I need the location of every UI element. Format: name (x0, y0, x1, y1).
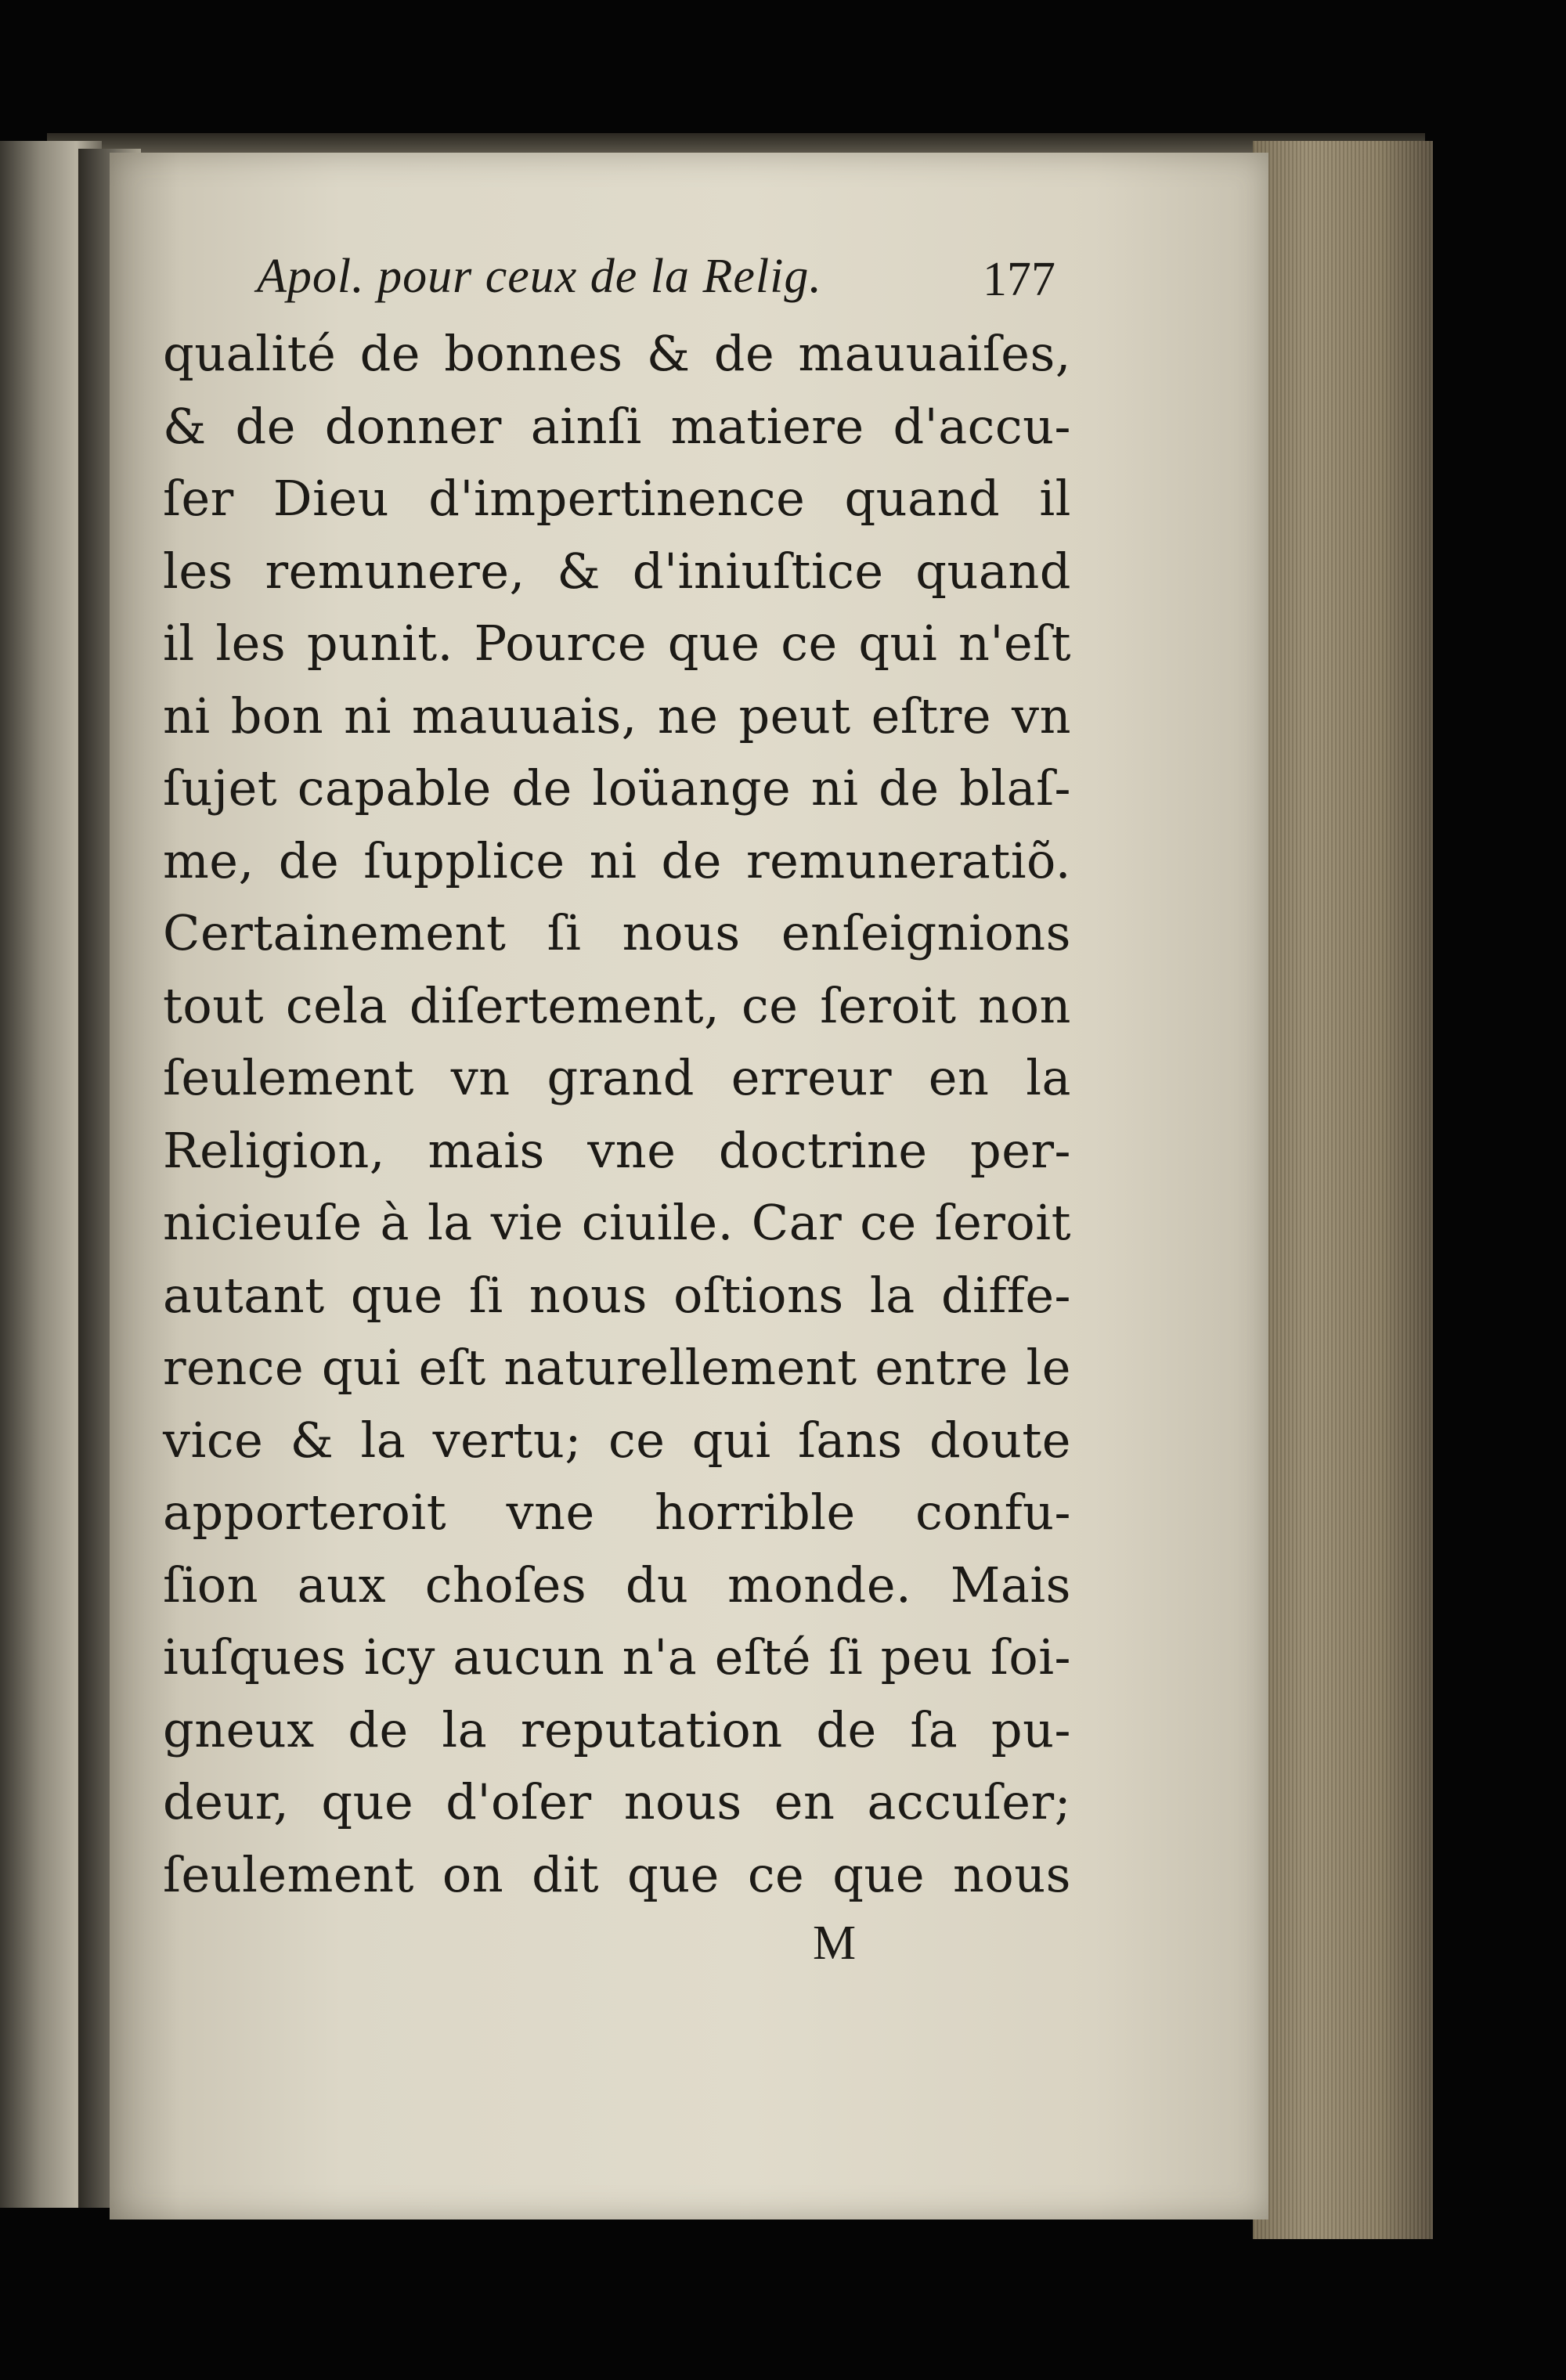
text-line: gneux de la reputation de ſa pu- (163, 1700, 1071, 1758)
text-line: ſeulement on dit que ce que nous (163, 1845, 1071, 1903)
text-line: ſujet capable de loüange ni de blaſ- (163, 759, 1071, 817)
page-number: 177 (983, 253, 1055, 306)
catchword-row (163, 1911, 1071, 1982)
text-line: qualité de bonnes & de mauuaiſes, (163, 325, 1071, 382)
text-block (163, 249, 1071, 1982)
body-text (163, 318, 1071, 1911)
text-line: me, de ſupplice ni de remuneratiõ. (163, 831, 1071, 889)
text-line: Certainement ſi nous enſeignions (163, 904, 1071, 961)
text-line: deur, que d'oſer nous en accuſer; (163, 1773, 1071, 1830)
text-line: ſeulement vn grand erreur en la (163, 1049, 1071, 1106)
text-line: ſion aux choſes du monde. Mais (163, 1556, 1071, 1614)
text-line: il les punit. Pource que ce qui n'eſt (163, 615, 1071, 672)
text-line: autant que ſi nous oſtions la diffe- (163, 1266, 1071, 1324)
page-block-fore-edge (1253, 141, 1433, 2239)
text-line: & de donner ainſi matiere d'accu- (163, 397, 1071, 455)
text-line: ſer Dieu d'impertinence quand il (163, 470, 1071, 527)
running-head: Apol. pour ceux de la Relig. (257, 250, 822, 303)
text-line: iuſques icy aucun n'a eſté ſi peu ſoi- (163, 1628, 1071, 1686)
text-line: vice & la vertu; ce qui ſans doute (163, 1411, 1071, 1469)
text-line: nicieuſe à la vie ciuile. Car ce ſeroit (163, 1194, 1071, 1251)
text-line: rence qui eſt naturellement entre le (163, 1339, 1071, 1396)
text-line: tout cela diſertement, ce ſeroit non (163, 976, 1071, 1034)
text-line: Religion, mais vne doctrine per- (163, 1121, 1071, 1179)
page-header (163, 249, 1071, 318)
text-line: ni bon ni mauuais, ne peut eſtre vn (163, 687, 1071, 745)
text-line: apporteroit vne horrible confu- (163, 1484, 1071, 1541)
text-line: les remunere, & d'iniuſtice quand (163, 542, 1071, 600)
catchword: M (813, 1917, 857, 1970)
